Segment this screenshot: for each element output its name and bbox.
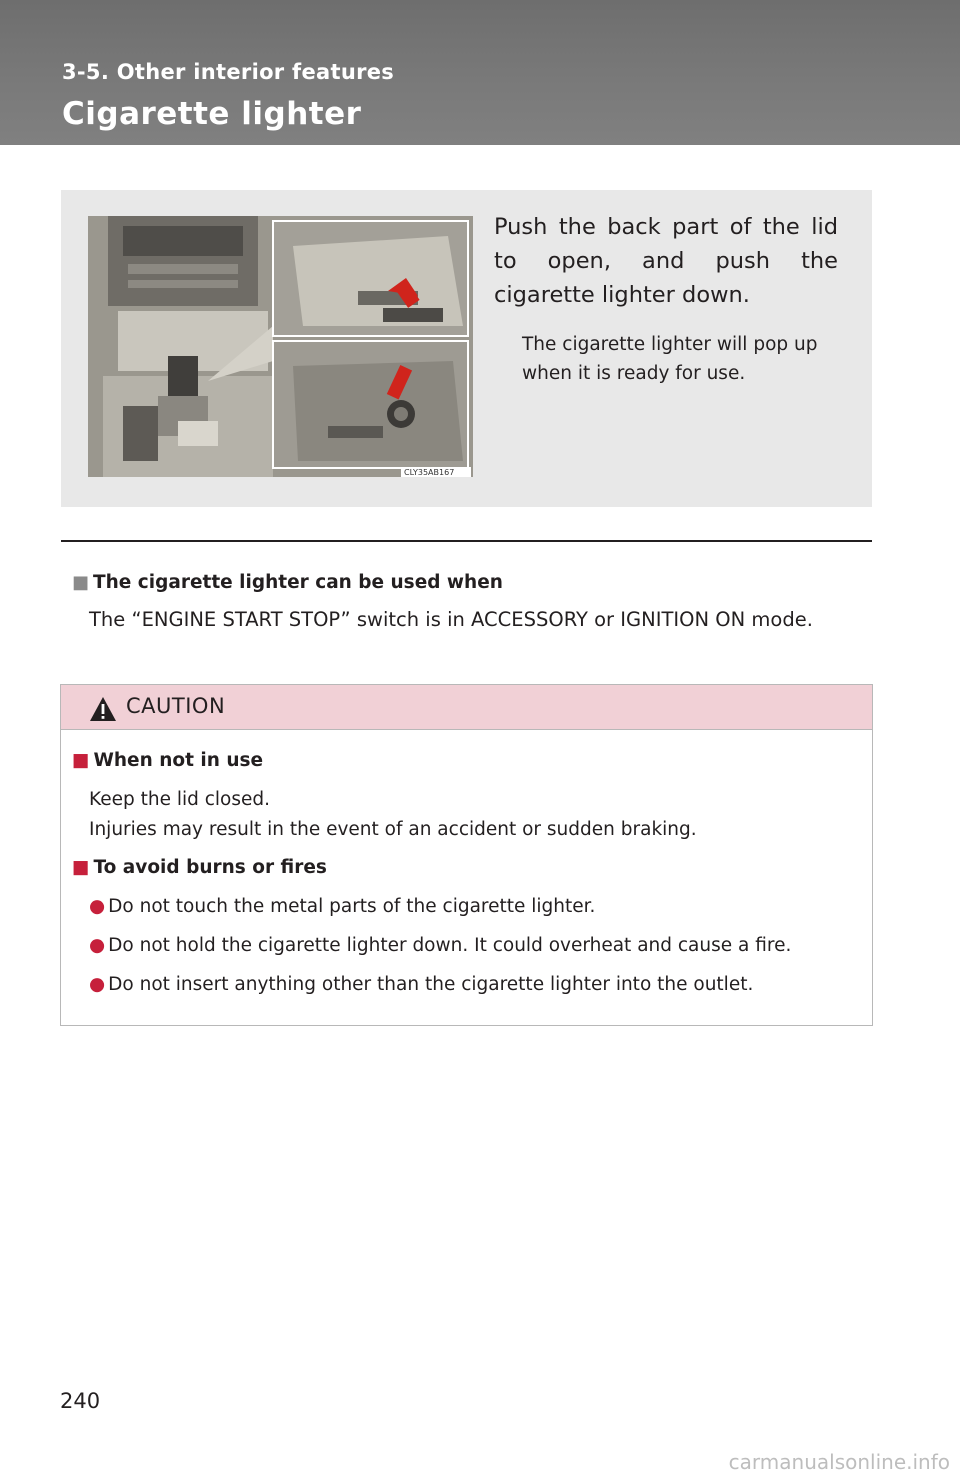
info-body: The “ENGINE START STOP” switch is in ACCESSORY or IGNITION ON mode. xyxy=(89,608,813,631)
section-heading: 3-5. Other interior features xyxy=(62,60,395,84)
page-header xyxy=(0,0,960,145)
caution-heading-burns xyxy=(72,857,327,878)
caution-bullet-text: Do not insert anything other than the cigarette lighter into the outlet. xyxy=(108,974,754,995)
square-bullet-icon: ■ xyxy=(72,857,90,878)
square-bullet-icon: ■ xyxy=(72,572,90,593)
caution-bullet xyxy=(89,935,791,956)
round-bullet-icon: ● xyxy=(89,974,106,995)
caution-bullet-text: Do not hold the cigarette lighter down. It could overheat and cause a fire. xyxy=(108,935,792,956)
round-bullet-icon: ● xyxy=(89,896,106,917)
figure-note: The cigarette lighter will pop up when it is ready for use. xyxy=(522,334,818,384)
watermark: carmanualsonline.info xyxy=(728,1450,950,1474)
caution-bullet xyxy=(89,974,753,995)
section-divider xyxy=(61,540,872,542)
caution-bullet xyxy=(89,896,595,917)
figure-panel xyxy=(61,190,872,507)
info-heading-text: The cigarette lighter can be used when xyxy=(93,572,503,593)
console-illustration xyxy=(88,216,473,477)
caution-line: Keep the lid closed. xyxy=(89,789,271,810)
caution-heading-not-in-use xyxy=(72,750,263,771)
caution-box xyxy=(60,684,873,1026)
caution-heading-text: To avoid burns or fires xyxy=(93,857,327,878)
image-code: CLY35AB167 xyxy=(404,468,455,477)
caution-heading-text: When not in use xyxy=(93,750,264,771)
console-photo xyxy=(88,216,473,477)
caution-bullet-text: Do not touch the metal parts of the cigarette lighter. xyxy=(108,896,596,917)
square-bullet-icon: ■ xyxy=(72,750,90,771)
page-title: Cigarette lighter xyxy=(62,96,362,132)
page-number: 240 xyxy=(60,1389,101,1413)
figure-instruction: Push the back part of the lid to open, and push the cigarette lighter down. xyxy=(494,214,838,308)
caution-header xyxy=(61,685,872,730)
warning-triangle-icon xyxy=(89,696,117,722)
info-heading xyxy=(72,572,503,593)
caution-label: CAUTION xyxy=(126,694,226,718)
caution-line: Injuries may result in the event of an accident or sudden braking. xyxy=(89,819,697,840)
round-bullet-icon: ● xyxy=(89,935,106,956)
